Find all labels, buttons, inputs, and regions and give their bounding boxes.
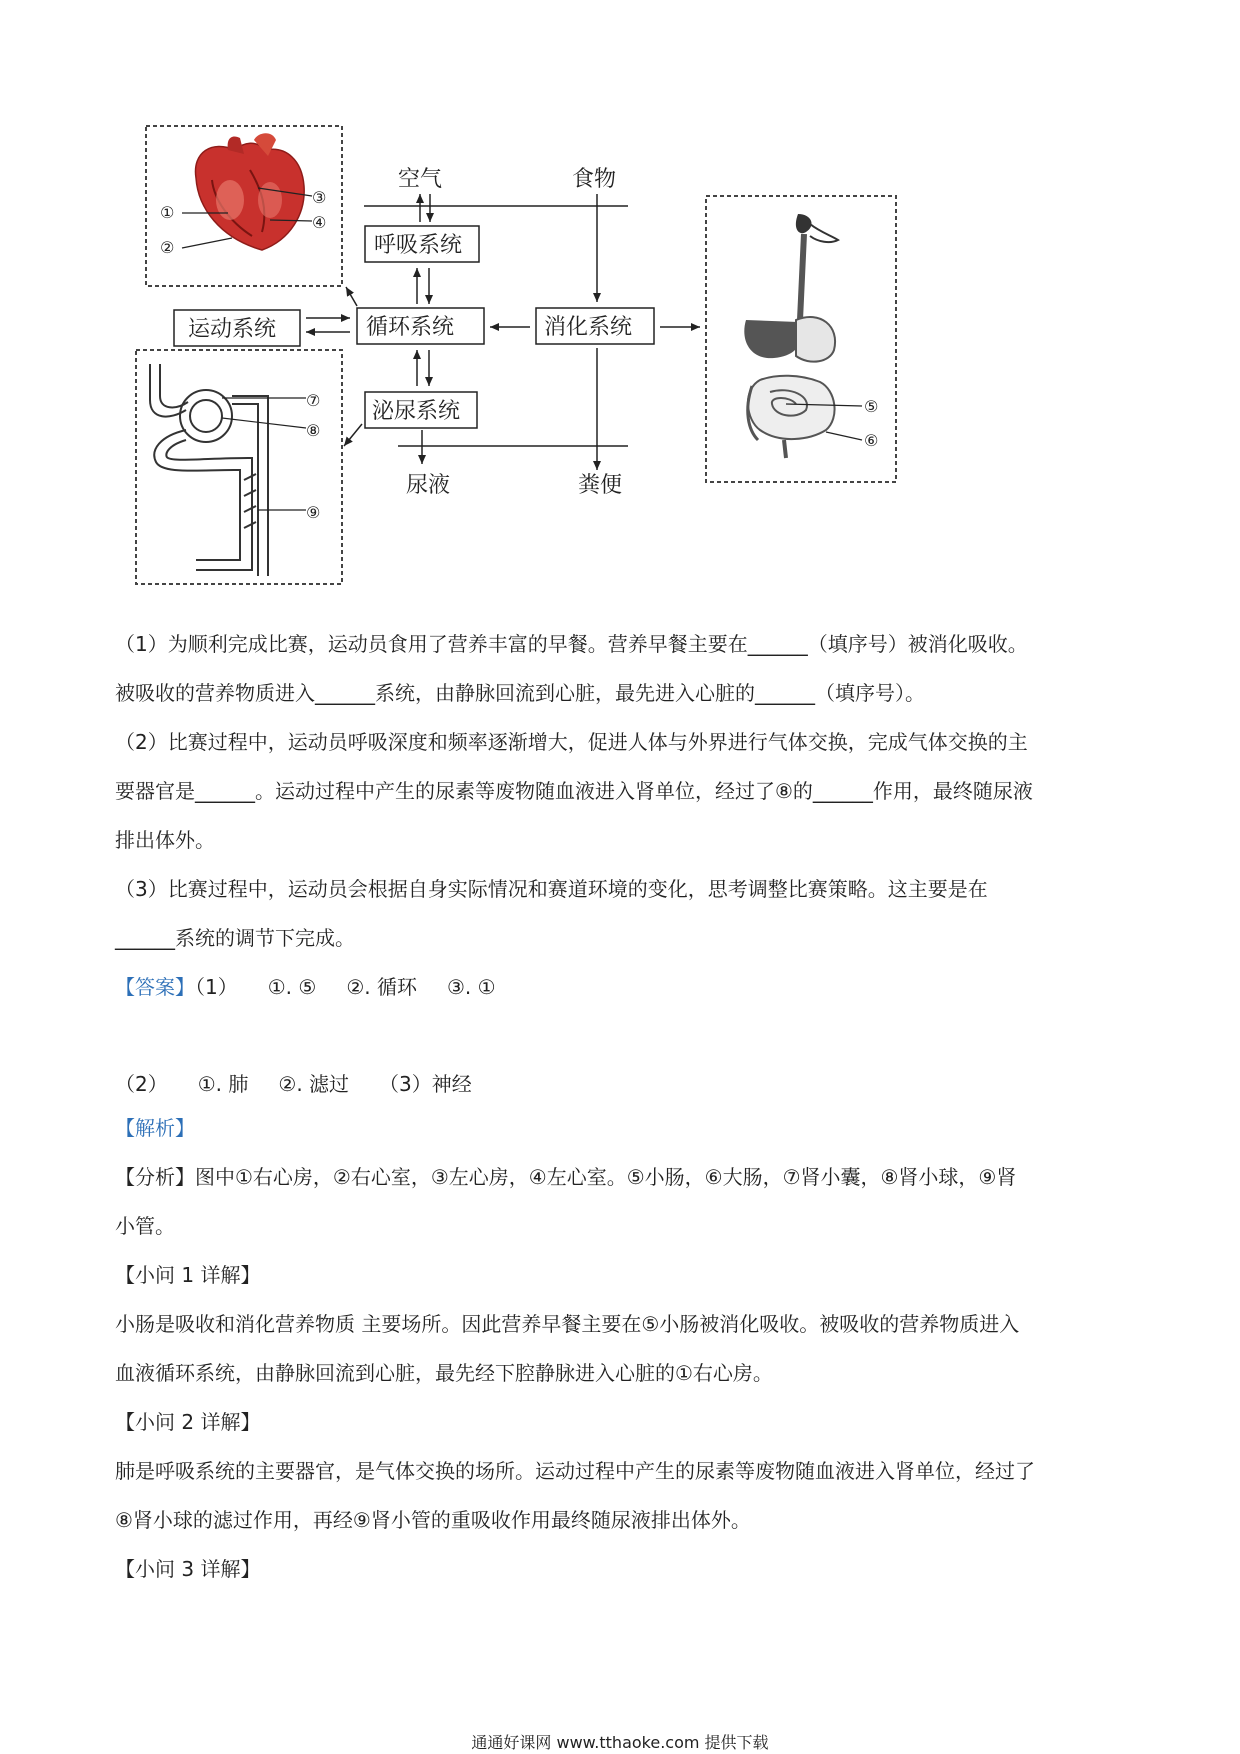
label-6: ⑥ [864,431,879,450]
question-2-line-b: 要器官是______。运动过程中产生的尿素等废物随血液进入肾单位，经过了⑧的______作用，最终随尿液 [115,779,1033,803]
answer-2-part-2: ②. 滤过 [278,1072,350,1096]
label-7: ⑦ [306,391,321,410]
detail-2-line-a: 肺是呼吸系统的主要器官，是气体交换的场所。运动过程中产生的尿素等废物随血液进入肾单位，经过了 [115,1459,1035,1483]
label-food: 食物 [572,167,617,192]
answer-1-part-2: ②. 循环 [346,975,417,999]
label-respiratory: 呼吸系统 [374,233,463,258]
answer-tag: 【答案】 [115,975,195,999]
detail-1-line-a: 小肠是吸收和消化营养物质 主要场所。因此营养早餐主要在⑤小肠被消化吸收。被吸收的营养物质进入 [115,1312,1020,1336]
digestive-tract-icon [744,214,838,458]
label-circulatory: 循环系统 [366,315,455,340]
label-5: ⑤ [864,397,879,416]
label-8: ⑧ [306,421,321,440]
human-systems-diagram [0,0,1240,600]
answer-1-lead: （1） [195,975,238,999]
heart-panel [146,126,342,286]
label-air: 空气 [398,167,443,192]
detail-3-heading: 【小问 3 详解】 [115,1557,261,1581]
analysis-tag: 【解析】 [115,1116,195,1140]
answer-1-part-3: ③. ① [446,975,496,999]
label-4: ④ [312,213,327,232]
label-urine: 尿液 [406,473,451,498]
detail-2-line-b: ⑧肾小球的滤过作用，再经⑨肾小管的重吸收作用最终随尿液排出体外。 [115,1508,751,1532]
question-1-line-b: 被吸收的营养物质进入______系统，由静脉回流到心脏，最先进入心脏的______（填序号）。 [115,681,925,705]
page-footer: 通通好课网 www.tthaoke.com 提供下载 [471,1733,769,1752]
answer-3: （3）神经 [379,1072,472,1096]
answer-line-1 [115,973,1135,1001]
label-motor: 运动系统 [188,317,277,342]
question-3-line-b: ______系统的调节下完成。 [115,926,355,950]
nephron-panel [136,350,342,584]
label-urinary: 泌尿系统 [372,399,461,424]
detail-1-heading: 【小问 1 详解】 [115,1263,261,1287]
answer-2-lead: （2） [115,1072,168,1096]
question-1-line-a: （1）为顺利完成比赛，运动员食用了营养丰富的早餐。营养早餐主要在______（填序号）被消化吸收。 [115,632,1028,656]
label-3: ③ [312,188,327,207]
heart-icon [195,133,304,250]
question-2-line-a: （2）比赛过程中，运动员呼吸深度和频率逐渐增大，促进人体与外界进行气体交换，完成气体交换的主 [115,730,1028,754]
label-1: ① [160,203,175,222]
label-feces: 粪便 [578,473,623,498]
analysis-line-a: 【分析】图中①右心房，②右心室，③左心房，④左心室。⑤小肠，⑥大肠，⑦肾小囊，⑧肾小球，⑨肾 [115,1165,1017,1189]
digestive-panel [706,196,896,482]
answer-line-2 [115,1070,1135,1098]
answer-2-part-1: ①. 肺 [197,1072,249,1096]
question-2-line-c: 排出体外。 [115,828,215,852]
question-3-line-a: （3）比赛过程中，运动员会根据自身实际情况和赛道环境的变化，思考调整比赛策略。这主要是在 [115,877,988,901]
nephron-icon [150,364,268,576]
label-9: ⑨ [306,503,321,522]
label-digestive: 消化系统 [544,315,633,340]
detail-2-heading: 【小问 2 详解】 [115,1410,261,1434]
analysis-line-b: 小管。 [115,1214,175,1238]
detail-1-line-b: 血液循环系统，由静脉回流到心脏，最先经下腔静脉进入心脏的①右心房。 [115,1361,773,1385]
answer-1-part-1: ①. ⑤ [267,975,317,999]
label-2: ② [160,238,175,257]
